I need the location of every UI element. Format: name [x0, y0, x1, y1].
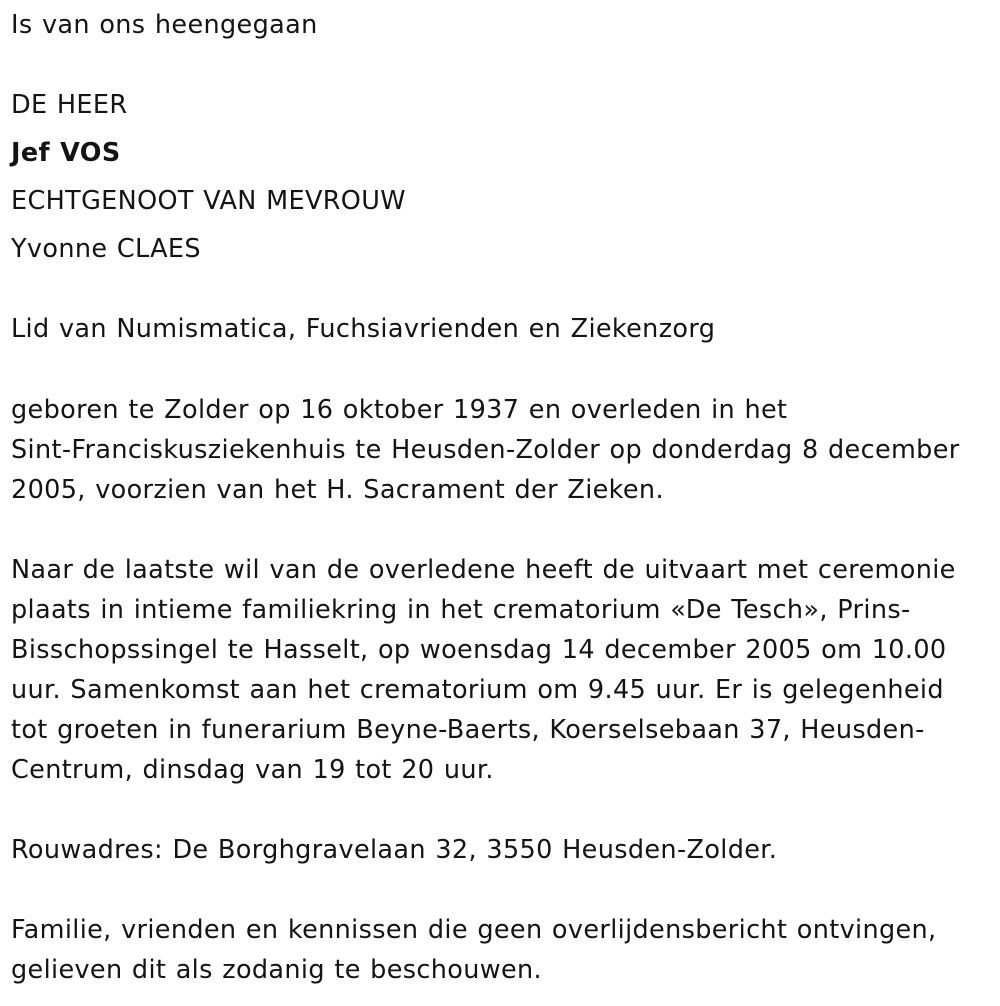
paragraph-line: geboren te Zolder op 16 oktober 1937 en overleden in het	[11, 395, 788, 425]
paragraph-line: uur. Samenkomst aan het crematorium om 9.45 uur. Er is gelegenheid	[11, 675, 944, 705]
paragraph-line: Naar de laatste wil van de overledene heeft de uitvaart met ceremonie	[11, 555, 956, 585]
intro-line: Is van ons heengegaan	[11, 10, 318, 40]
paragraph-line: Familie, vrienden en kennissen die geen overlijdensbericht ontvingen,	[11, 915, 937, 945]
paragraph-line: tot groeten in funerarium Beyne-Baerts, Koerselsebaan 37, Heusden-	[11, 715, 925, 745]
funeral-paragraph	[11, 550, 956, 790]
membership-line: Lid van Numismatica, Fuchsiavrienden en Ziekenzorg	[11, 314, 716, 344]
title-line: DE HEER	[11, 90, 128, 120]
paragraph-line: plaats in intieme familiekring in het crematorium «De Tesch», Prins-	[11, 595, 911, 625]
paragraph-line: gelieven dit als zodanig te beschouwen.	[11, 955, 542, 985]
paragraph-line: 2005, voorzien van het H. Sacrament der Zieken.	[11, 475, 664, 505]
deceased-name: Jef VOS	[11, 138, 121, 168]
birth-death-paragraph	[11, 390, 960, 510]
mourning-address: Rouwadres: De Borghgravelaan 32, 3550 Heusden-Zolder.	[11, 835, 778, 865]
relation-line: ECHTGENOOT VAN MEVROUW	[11, 186, 406, 216]
closing-paragraph	[11, 910, 937, 990]
address-paragraph	[11, 830, 777, 870]
spouse-name: Yvonne CLAES	[11, 234, 201, 264]
paragraph-line: Sint-Franciskusziekenhuis te Heusden-Zolder op donderdag 8 december	[11, 435, 960, 465]
paragraph-line: Bisschopssingel te Hasselt, op woensdag 14 december 2005 om 10.00	[11, 635, 947, 665]
paragraph-line: Centrum, dinsdag van 19 tot 20 uur.	[11, 755, 494, 785]
